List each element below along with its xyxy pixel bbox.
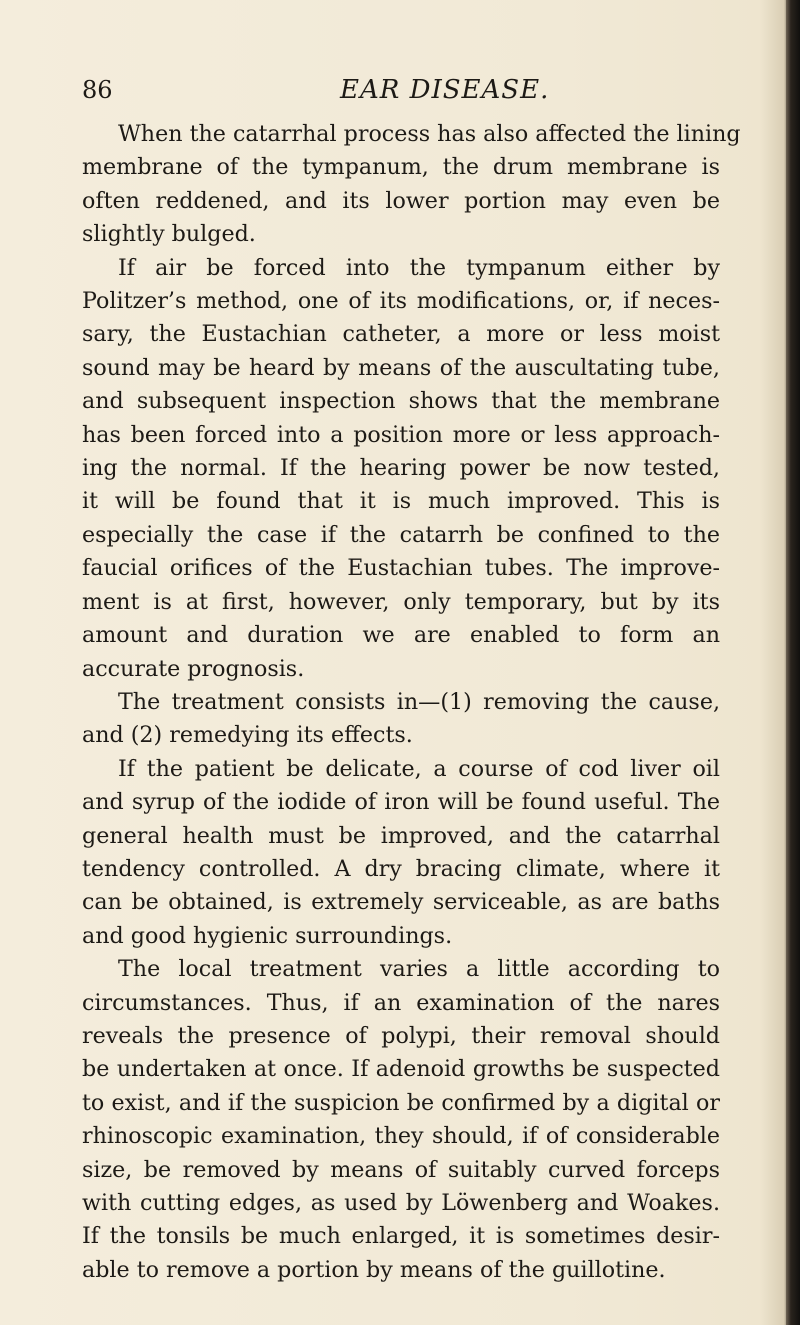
- text-line: sound may be heard by means of the auscultating tube,: [82, 354, 720, 381]
- text-line: faucial orifices of the Eustachian tubes. The improve-: [82, 555, 720, 582]
- text-line: and (2) remedying its effects.: [82, 722, 413, 749]
- text-line: it will be found that it is much improved. This is: [82, 488, 720, 515]
- paragraph-treatment: [82, 686, 720, 753]
- text-line: membrane of the tympanum, the drum membrane is: [82, 154, 720, 181]
- text-line: If the tonsils be much enlarged, it is sometimes desir-: [82, 1223, 720, 1250]
- text-line: ing the normal. If the hearing power be now tested,: [82, 455, 720, 482]
- text-line: sary, the Eustachian catheter, a more or less moist: [82, 321, 720, 348]
- running-title: EAR DISEASE.: [340, 75, 550, 105]
- text-line: rhinoscopic examination, they should, if of considerable: [82, 1123, 720, 1150]
- text-line: and good hygienic surroundings.: [82, 922, 453, 949]
- text-line: If air be forced into the tympanum either by: [118, 254, 720, 281]
- paragraph-patient-delicate: [82, 753, 720, 953]
- paragraph-local-treatment: [82, 953, 720, 1287]
- text-line: with cutting edges, as used by Löwenberg and Woakes.: [82, 1190, 720, 1216]
- text-line: and syrup of the iodide of iron will be found useful. The: [82, 789, 720, 816]
- page-header: [82, 76, 722, 110]
- text-line: circumstances. Thus, if an examination of the nares: [82, 989, 720, 1016]
- text-line: Politzer’s method, one of its modifications, or, if neces-: [82, 288, 720, 315]
- paragraph-catarrhal-process: [82, 118, 741, 252]
- text-line: and subsequent inspection shows that the membrane: [82, 388, 720, 415]
- text-line: especially the case if the catarrh be confined to the: [82, 521, 720, 548]
- text-line: to exist, and if the suspicion be confirmed by a digital or: [82, 1089, 720, 1116]
- paragraph-air-forced: [82, 252, 720, 686]
- text-line: When the catarrhal process has also affected the lining: [118, 121, 741, 147]
- text-line: size, be removed by means of suitably curved forceps: [82, 1156, 720, 1183]
- page-number: 86: [82, 76, 113, 104]
- text-line: If the patient be delicate, a course of cod liver oil: [118, 755, 720, 782]
- text-line: accurate prognosis.: [82, 655, 305, 682]
- page-binding-edge: [786, 0, 800, 1325]
- text-line: reveals the presence of polypi, their removal should: [82, 1022, 720, 1049]
- text-line: The treatment consists in—(1) removing the cause,: [118, 688, 720, 715]
- text-line: slightly bulged.: [82, 221, 256, 248]
- text-line: be undertaken at once. If adenoid growths be suspected: [82, 1056, 720, 1083]
- text-line: able to remove a portion by means of the guillotine.: [82, 1256, 666, 1283]
- text-line: tendency controlled. A dry bracing climate, where it: [82, 855, 720, 882]
- text-line: amount and duration we are enabled to form an: [82, 622, 720, 649]
- text-line: The local treatment varies a little according to: [118, 956, 720, 983]
- text-line: can be obtained, is extremely serviceable, as are baths: [82, 889, 720, 916]
- text-line: has been forced into a position more or less approach-: [82, 421, 720, 448]
- text-line: general health must be improved, and the catarrhal: [82, 822, 720, 849]
- body-text: [82, 118, 741, 1287]
- text-line: ment is at first, however, only temporary, but by its: [82, 588, 720, 615]
- text-line: often reddened, and its lower portion may even be: [82, 187, 720, 214]
